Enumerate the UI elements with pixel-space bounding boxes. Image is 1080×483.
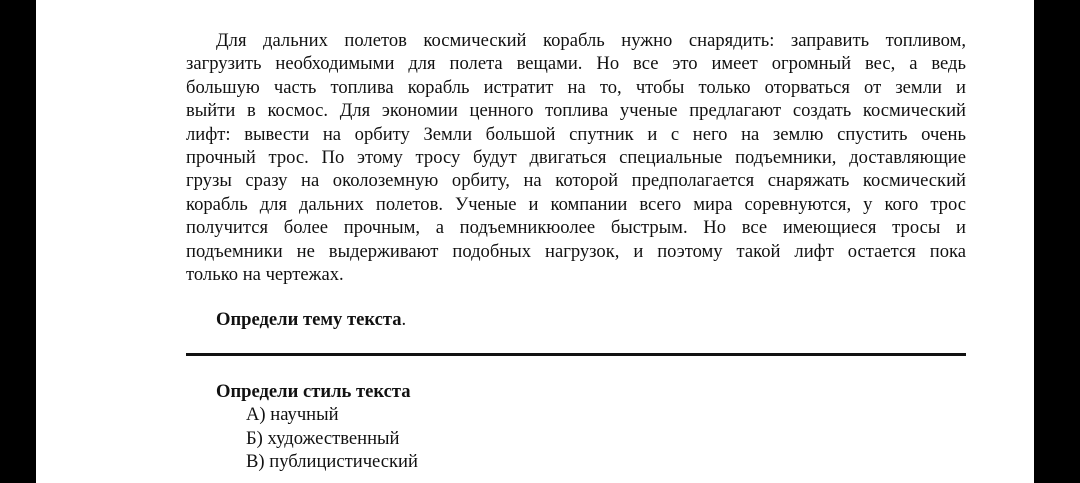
task-topic: [216, 308, 406, 331]
passage-text: [186, 29, 966, 286]
task-topic-prompt: Определи тему текста: [216, 309, 402, 330]
task-topic-punct: .: [401, 309, 407, 330]
passage-line: грузы сразу на околоземную орбиту, на которой предполагается снаряжать космический: [186, 170, 966, 192]
passage-line: большую часть топлива корабль истратит на то, чтобы только оторваться от земли и: [186, 76, 966, 98]
passage-line: подъемники не выдерживают подобных нагрузок, и поэтому такой лифт остается пока: [186, 240, 966, 262]
passage-line: получится более прочным, а подъемникюолее быстрым. Но все имеющиеся тросы и: [186, 217, 966, 239]
passage-line: лифт: вывести на орбиту Земли большой спутник и с него на землю спустить очень: [186, 123, 966, 145]
task-style: [216, 380, 411, 403]
document-page: [36, 0, 1034, 483]
passage-line: прочный трос. По этому тросу будут двигаться специальные подъемники, доставляющие: [186, 146, 966, 168]
task-style-prompt: Определи стиль текста: [216, 381, 411, 402]
passage-line: корабль для дальних полетов. Ученые и компании всего мира соревнуются, у кого трос: [186, 193, 966, 215]
style-options: [246, 403, 418, 474]
passage-line: только на чертежах.: [186, 263, 344, 285]
passage-line: выйти в космос. Для экономии ценного топлива ученые предлагают создать космический: [186, 100, 966, 122]
passage-line: Для дальних полетов космический корабль нужно снарядить: заправить топливом,: [216, 30, 966, 51]
option-c: В) публицистический: [246, 451, 418, 472]
passage-line: загрузить необходимыми для полета вещами. Но все это имеет огромный вес, а ведь: [186, 53, 966, 75]
option-b: Б) художественный: [246, 427, 400, 449]
answer-line: [186, 353, 966, 356]
option-a: А) научный: [246, 404, 339, 425]
